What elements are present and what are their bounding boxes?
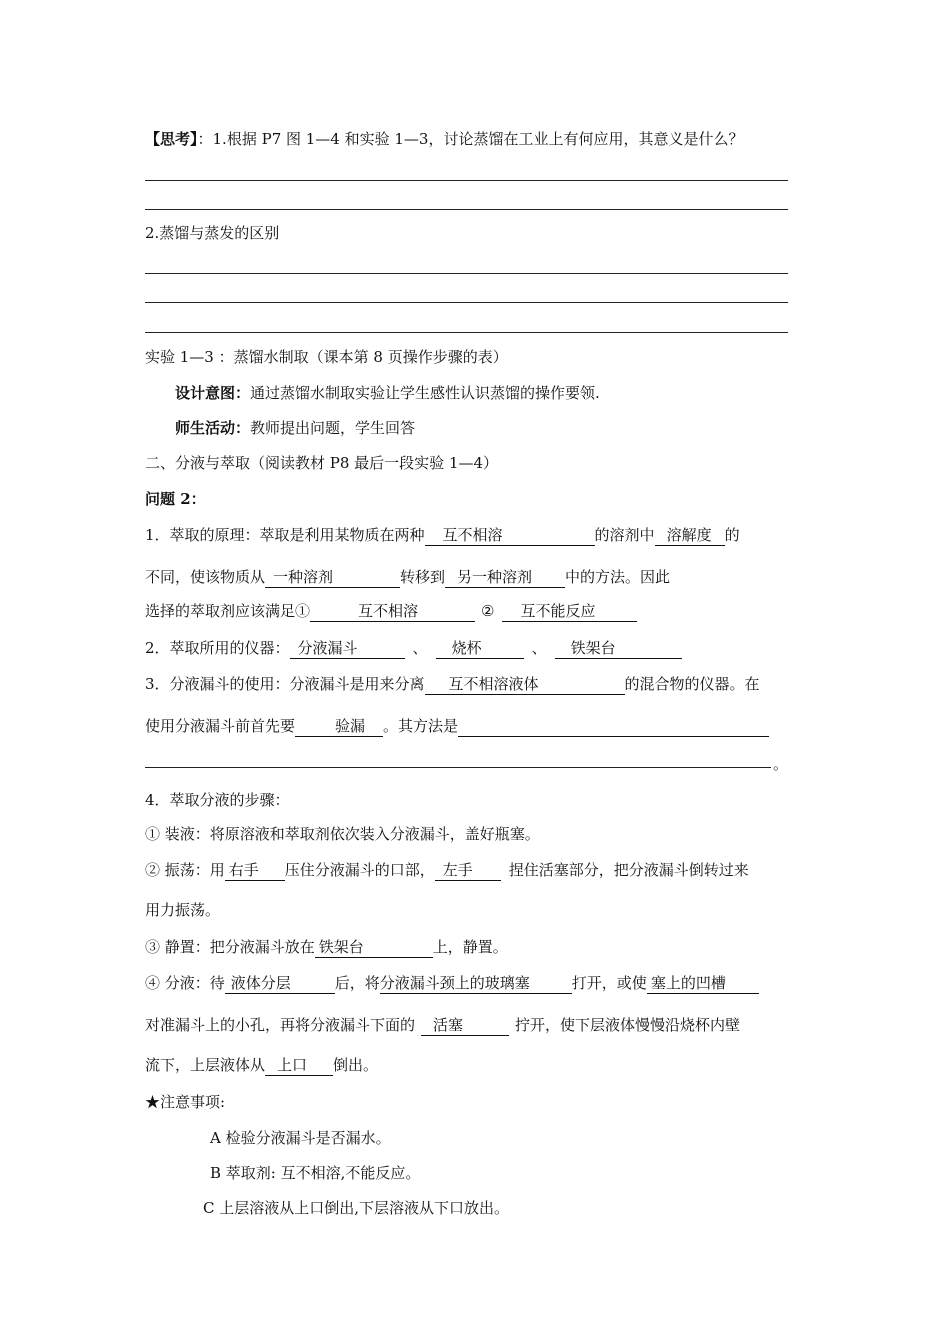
blank-answer: 铁架台	[315, 939, 433, 958]
think-q2-line: 2.蒸馏与蒸发的区别	[145, 224, 280, 242]
blank-answer: 分液漏斗颈上的玻璃塞	[380, 975, 572, 994]
activity-label: 师生活动：	[175, 419, 251, 437]
p4-step4-cont: 对准漏斗上的小孔，再将分液漏斗下面的 活塞 拧开，使下层液体慢慢沿烧杯内壁	[145, 1014, 740, 1036]
note-c: C 上层溶液从上口倒出,下层溶液从下口放出。	[203, 1199, 510, 1217]
note-b: B 萃取剂: 互不相溶,不能反应。	[210, 1164, 421, 1182]
section2-question: 问题 2：	[145, 490, 206, 508]
blank-answer: 互不能反应	[502, 603, 637, 622]
section2-title: 二、分液与萃取（阅读教材 P8 最后一段实验 1—4）	[145, 454, 499, 472]
blank-answer: 活塞	[421, 1017, 509, 1036]
blank-answer: 分液漏斗	[290, 640, 405, 659]
blank-answer: 液体分层	[225, 975, 335, 994]
answer-rule	[145, 209, 788, 210]
answer-rule	[145, 767, 771, 768]
p2-line: 2．萃取所用的仪器： 分液漏斗 、 烧杯 、 铁架台	[145, 637, 682, 659]
blank-answer: 另一种溶剂	[445, 569, 565, 588]
p1-line1: 1．萃取的原理：萃取是利用某物质在两种 互不相溶 的溶剂中 溶解度 的	[145, 524, 740, 546]
think-label: 【思考】	[145, 130, 198, 148]
blank-answer: 互不相溶液体	[425, 676, 625, 695]
think-q1-line	[145, 128, 743, 149]
answer-rule	[145, 302, 788, 303]
answer-rule	[145, 273, 788, 274]
blank-answer: 左手	[435, 862, 501, 881]
design-label: 设计意图：	[175, 384, 251, 402]
blank-answer: 互不相溶	[310, 603, 475, 622]
p4-title: 4．萃取分液的步骤：	[145, 791, 290, 809]
p3-line1: 3．分液漏斗的使用：分液漏斗是用来分离 互不相溶液体 的混合物的仪器。在	[145, 673, 760, 695]
answer-rule	[145, 332, 788, 333]
blank-answer: 验漏	[295, 718, 383, 737]
blank-answer: 上口	[265, 1057, 333, 1076]
notes-title: ★注意事项:	[145, 1093, 226, 1111]
p4-step4: ④ 分液：待 液体分层 后，将分液漏斗颈上的玻璃塞 打开，或使 塞上的凹槽	[145, 972, 759, 994]
blank-answer: 塞上的凹槽	[647, 975, 759, 994]
p1-line2: 不同，使该物质从 一种溶剂 转移到 另一种溶剂 中的方法。因此	[145, 566, 670, 588]
p4-step3: ③ 静置：把分液漏斗放在 铁架台 上，静置。	[145, 936, 508, 958]
p4-step2-cont: 用力振荡。	[145, 901, 221, 919]
note-a: A 检验分液漏斗是否漏水。	[210, 1129, 391, 1147]
p4-step4-cont2: 流下，上层液体从 上口 倒出。	[145, 1054, 378, 1076]
blank-answer: 烧杯	[436, 640, 524, 659]
blank-answer: 互不相溶	[425, 527, 595, 546]
blank-answer: 右手	[225, 862, 285, 881]
exp13-title: 实验 1—3 ：蒸馏水制取（课本第 8 页操作步骤的表）	[145, 348, 508, 366]
p4-step2: ② 振荡：用 右手 压住分液漏斗的口部， 左手 捏住活塞部分，把分液漏斗倒转过来	[145, 859, 749, 881]
activity-text: 教师提出问题，学生回答	[250, 419, 416, 437]
blank-answer: 溶解度	[655, 527, 725, 546]
exp13-design	[175, 382, 600, 403]
blank-answer: 一种溶剂	[265, 569, 400, 588]
p4-step1: ① 装液：将原溶液和萃取剂依次装入分液漏斗，盖好瓶塞。	[145, 825, 540, 843]
design-text: 通过蒸馏水制取实验让学生感性认识蒸馏的操作要领.	[250, 384, 600, 402]
p3-end: 。	[773, 755, 789, 773]
think-q1-text: ：1.根据 P7 图 1—4 和实验 1—3，讨论蒸馏在工业上有何应用，其意义是什么？	[197, 130, 744, 148]
p1-line3: 选择的萃取剂应该满足① 互不相溶 ② 互不能反应	[145, 600, 637, 622]
blank-answer	[458, 717, 769, 737]
blank-answer: 铁架台	[555, 640, 682, 659]
p3-line2: 使用分液漏斗前首先要 验漏 。其方法是	[145, 715, 769, 737]
answer-rule	[145, 180, 788, 181]
exp13-activity	[175, 417, 415, 438]
